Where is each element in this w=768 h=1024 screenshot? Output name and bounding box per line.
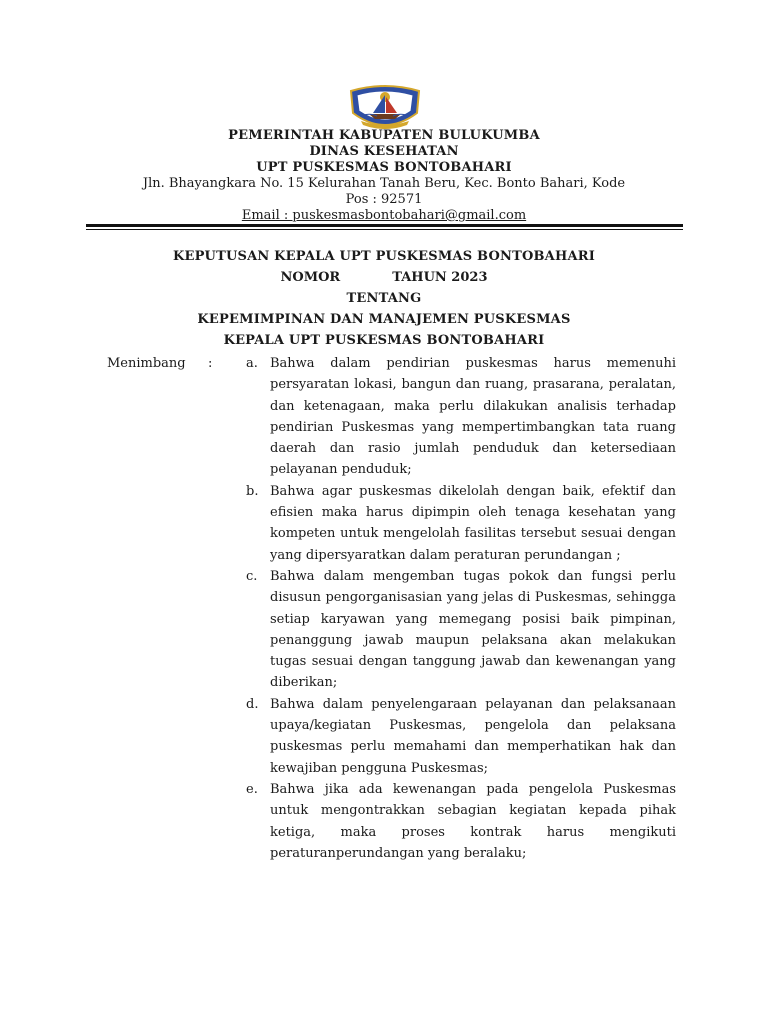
- letterhead-unit: UPT PUSKESMAS BONTOBAHARI: [256, 160, 512, 175]
- list-item-letter: a.: [246, 356, 258, 371]
- letterhead: [0, 128, 768, 224]
- list-item: [246, 481, 676, 566]
- letterhead-government: PEMERINTAH KABUPATEN BULUKUMBA: [228, 128, 540, 143]
- list-item-text: Bahwa jika ada kewenangan pada pengelola Puskesmas untuk mengontrakkan sebagian kegiatan kepada pihak ketiga, maka proses kontrak harus mengikuti peraturanperundangan yang beralaku;: [270, 781, 676, 861]
- list-item-letter: e.: [246, 781, 258, 797]
- letterhead-divider-thick: [86, 224, 683, 227]
- regency-crest-icon: [347, 83, 423, 133]
- decree-about: TENTANG: [346, 291, 422, 306]
- list-item: [246, 779, 676, 864]
- list-item-text: Bahwa agar puskesmas dikelolah dengan baik, efektif dan efisien maka harus dipimpin oleh tenaga kesehatan yang kompeten untuk mengelolah fasilitas tersebut sesuai dengan yang dipersyaratkan dalam peraturan perundangan ;: [270, 483, 676, 563]
- letterhead-divider-thin: [86, 229, 683, 230]
- list-item-letter: b.: [246, 483, 259, 499]
- list-item-text: Bahwa dalam mengemban tugas pokok dan fungsi perlu disusun pengorganisasian yang jelas di Puskesmas, sehingga setiap karyawan yang memegang posisi baik pimpinan, penanggung jawab maupun pelaksana akan melakukan tugas sesuai dengan tanggung jawab dan kewenangan yang diberikan;: [270, 568, 676, 691]
- decree-heading: KEPUTUSAN KEPALA UPT PUSKESMAS BONTOBAHARI: [172, 249, 596, 264]
- list-item-text: Bahwa dalam pendirian puskesmas harus memenuhi persyaratan lokasi, bangun dan ruang, prasarana, peralatan, dan ketenagaan, maka perlu dilakukan analisis terhadap pendirian Puskesmas yang mempertimbangkan tata ruang daerah dan rasio jumlah penduduk dan ketersediaan pelayanan penduduk;: [270, 356, 676, 478]
- letterhead-department: DINAS KESEHATAN: [309, 144, 459, 159]
- decree-number-label: NOMOR: [280, 270, 341, 285]
- decree-year-label: TAHUN 2023: [392, 270, 488, 285]
- considering-colon: :: [208, 356, 213, 371]
- list-item-letter: c.: [246, 568, 258, 584]
- decree-number-line: [0, 267, 768, 288]
- letterhead-email[interactable]: Email : puskesmasbontobahari@gmail.com: [241, 208, 527, 223]
- decree-signer: KEPALA UPT PUSKESMAS BONTOBAHARI: [223, 333, 545, 348]
- list-item: [246, 353, 676, 481]
- considering-label: Menimbang: [107, 356, 186, 371]
- decree-subject: KEPEMIMPINAN DAN MANAJEMEN PUSKESMAS: [197, 312, 571, 327]
- list-item-text: Bahwa dalam penyelengaraan pelayanan dan pelaksanaan upaya/kegiatan Puskesmas, pengelola dan pelaksana puskesmas perlu memahami dan memperhatikan hak dan kewajiban pengguna Puskesmas;: [270, 696, 676, 776]
- letterhead-address: Jln. Bhayangkara No. 15 Kelurahan Tanah Beru, Kec. Bonto Bahari, Kode: [142, 176, 626, 191]
- letterhead-postcode: Pos : 92571: [345, 192, 423, 207]
- list-item: [246, 566, 676, 694]
- considering-list: [246, 353, 676, 864]
- list-item: [246, 694, 676, 779]
- list-item-letter: d.: [246, 696, 259, 712]
- decree-title: [0, 246, 768, 351]
